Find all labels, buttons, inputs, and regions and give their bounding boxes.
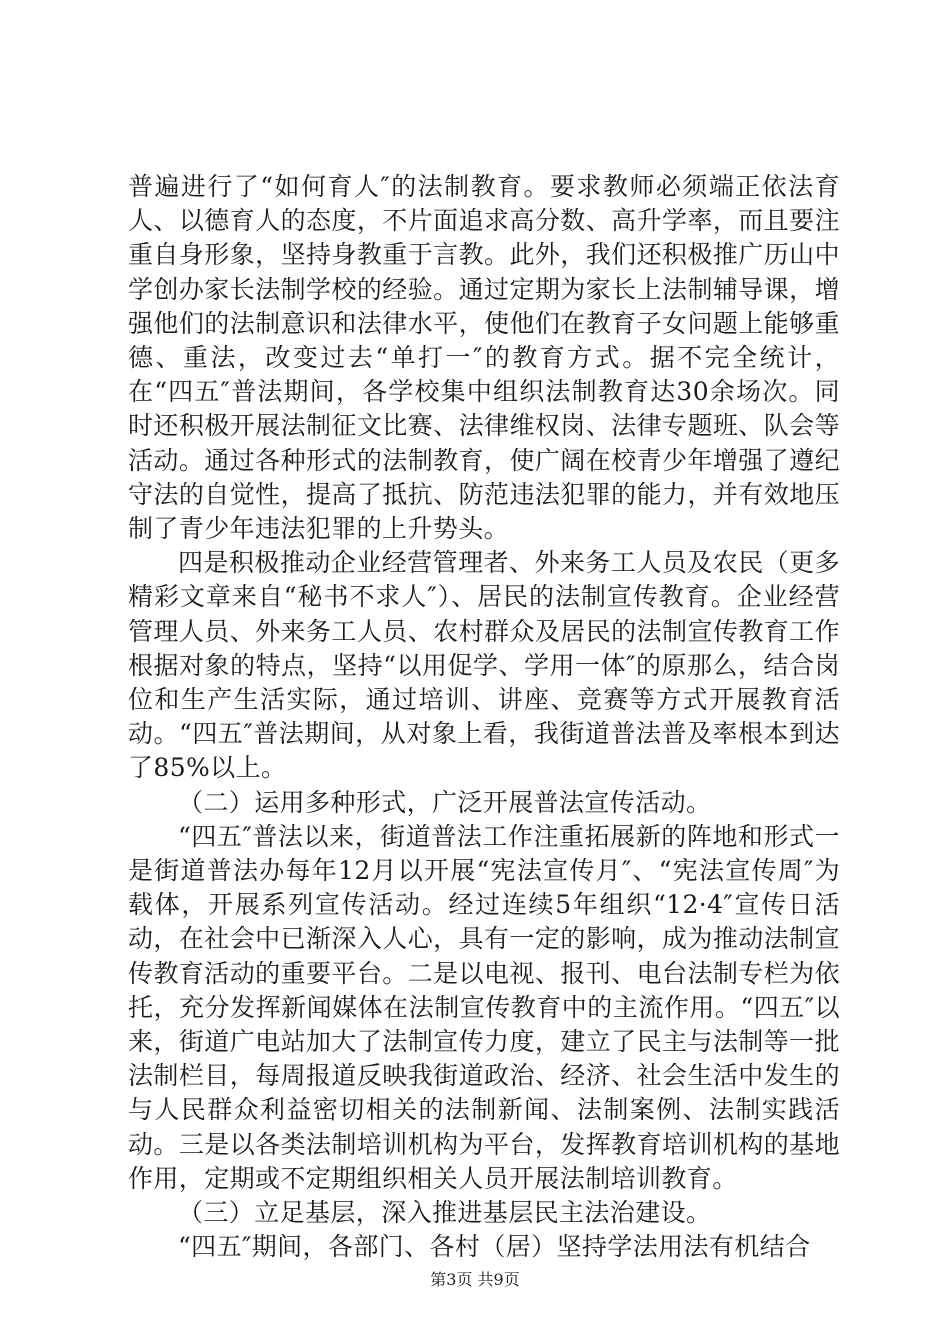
section-heading-3: （三）立足基层，深入推进基层民主法治建设。 bbox=[178, 1198, 712, 1228]
page-number-footer: 第3页 共9页 bbox=[430, 1270, 520, 1289]
paragraph-publicity-forms: “四五″普法以来，街道普法工作注重拓展新的阵地和形式一是街道普法办每年12月以开展“宪法宣传月″、“宪法宣传周″为载体，开展系列宣传活动。经过连续5年组织“12·4″宣传日活动，在社会中已渐深入人心，具有一定的影响，成为推动法制宣传教育活动的重要平台。二是以电视、报刊、电台法制专栏为依托，充分发挥新闻媒体在法制宣传教育中的主流作用。“四五″以来，街道广电站加大了法制宣传力度，建立了民主与法制等一批法制栏目，每周报道反映我街道政治、经济、社会生活中发生的与人民群众利益密切相关的法制新闻、法制案例、法制实践活动。三是以各类法制培训机构为平台，发挥教育培训机构的基地作用，定期或不定期组织相关人员开展法制培训教育。 bbox=[128, 821, 840, 1193]
paragraph-school-legal-education: 普遍进行了“如何育人″的法制教育。要求教师必须端正依法育人、以德育人的态度，不片面追求高分数、高升学率，而且要注重自身形象，坚持身教重于言教。此外，我们还积极推广历山中学创办家长法制学校的经验。通过定期为家长上法制辅导课，增强他们的法制意识和法律水平，使他们在教育子女问题上能够重德、重法，改变过去“单打一″的教育方式。据不完全统计，在“四五″普法期间，各学校集中组织法制教育达30余场次。同时还积极开展法制征文比赛、法律维权岗、法律专题班、队会等活动。通过各种形式的法制教育，使广阔在校青少年增强了遵纪守法的自觉性，提高了抵抗、防范违法犯罪的能力，并有效地压制了青少年违法犯罪的上升势头。 bbox=[128, 172, 840, 544]
document-body bbox=[128, 170, 840, 1265]
paragraph-enterprise-workers-farmers: 四是积极推动企业经营管理者、外来务工人员及农民（更多精彩文章来自“秘书不求人″）、居民的法制宣传教育。企业经营管理人员、外来务工人员、农村群众及居民的法制宣传教育工作根据对象的特点，坚持“以用促学、学用一体″的原那么，结合岗位和生产生活实际，通过培训、讲座、竞赛等方式开展教育活动。“四五″普法期间，从对象上看，我街道普法普及率根本到达了85%以上。 bbox=[128, 548, 840, 783]
section-heading-2: （二）运用多种形式，广泛开展普法宣传活动。 bbox=[178, 787, 712, 817]
paragraph-grassroots-start: “四五″期间，各部门、各村（居）坚持学法用法有机结合 bbox=[178, 1232, 811, 1262]
